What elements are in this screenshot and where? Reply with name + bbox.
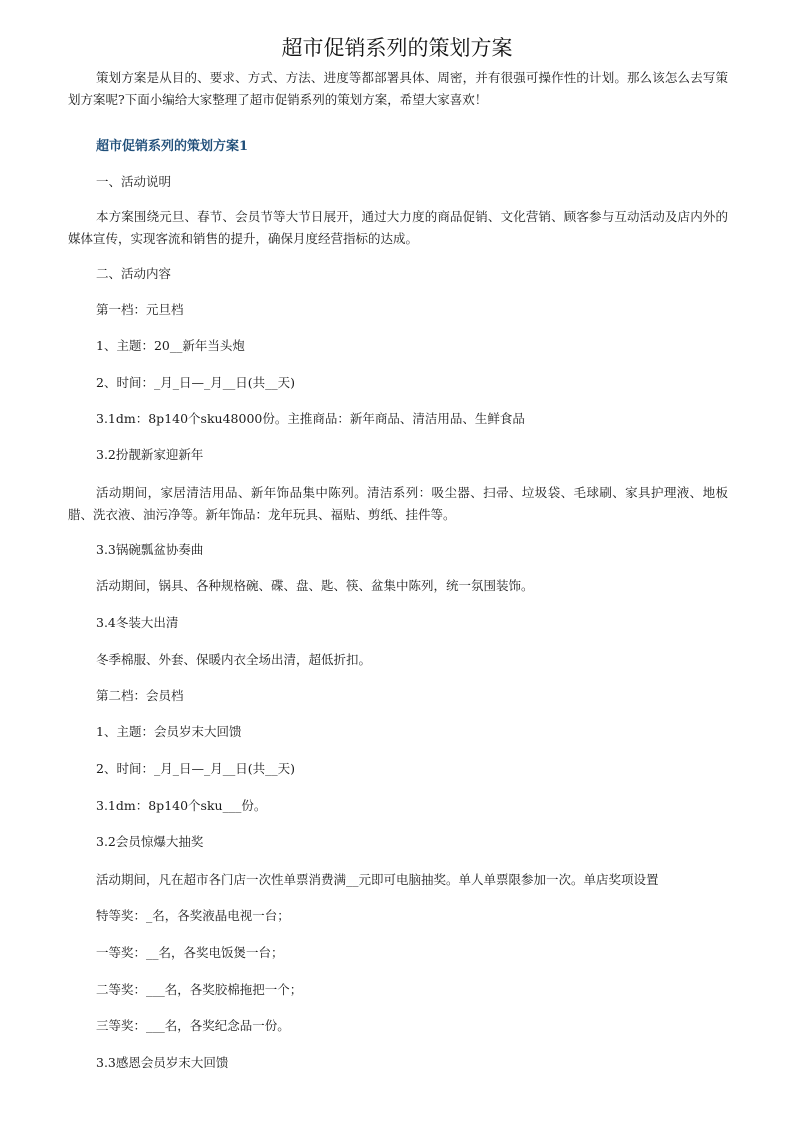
paragraph: 3.3锅碗瓢盆协奏曲 xyxy=(96,542,204,557)
paragraph: 第一档：元旦档 xyxy=(96,302,184,317)
paragraph: 一、活动说明 xyxy=(96,174,172,189)
paragraph: 三等奖：___名，各奖纪念品一份。 xyxy=(96,1018,290,1033)
section-heading: 超市促销系列的策划方案1 xyxy=(96,139,249,154)
paragraph: 二等奖：___名，各奖胶棉拖把一个； xyxy=(96,982,303,997)
paragraph: 活动期间，家居清洁用品、新年饰品集中陈列。清洁系列：吸尘器、扫帚、垃圾袋、毛球刷、家具护理液、地板腊、洗衣液、油污净等。新年饰品：龙年玩具、福贴、剪纸、挂件等。 xyxy=(68,485,728,522)
paragraph: 3.2会员惊爆大抽奖 xyxy=(96,834,204,849)
paragraph: 冬季棉服、外套、保暖内衣全场出清，超低折扣。 xyxy=(96,652,372,667)
paragraph: 3.1dm：8p140个sku___份。 xyxy=(96,798,267,813)
paragraph: 3.1dm：8p140个sku48000份。主推商品：新年商品、清洁用品、生鲜食品 xyxy=(96,411,525,426)
intro-paragraph: 策划方案是从目的、要求、方式、方法、进度等都部署具体、周密，并有很强可操作性的计划。那么该怎么去写策划方案呢?下面小编给大家整理了超市促销系列的策划方案，希望大家喜欢！ xyxy=(68,70,728,107)
paragraph: 1、主题：20__新年当头炮 xyxy=(96,338,245,353)
paragraph: 第二档：会员档 xyxy=(96,688,184,703)
paragraph: 特等奖：_名，各奖液晶电视一台； xyxy=(96,908,290,923)
paragraph: 2、时间：_月_日—_月__日(共__天) xyxy=(96,375,295,390)
paragraph: 一等奖：__名，各奖电饭煲一台； xyxy=(96,945,284,960)
paragraph: 1、主题：会员岁末大回馈 xyxy=(96,724,242,739)
paragraph: 3.4冬装大出清 xyxy=(96,615,179,630)
document-title: 超市促销系列的策划方案 xyxy=(281,36,513,60)
paragraph: 3.3感恩会员岁末大回馈 xyxy=(96,1055,229,1070)
paragraph: 本方案围绕元旦、春节、会员节等大节日展开，通过大力度的商品促销、文化营销、顾客参与互动活动及店内外的媒体宣传，实现客流和销售的提升，确保月度经营指标的达成。 xyxy=(68,209,728,246)
paragraph: 活动期间，锅具、各种规格碗、碟、盘、匙、筷、盆集中陈列，统一氛围装饰。 xyxy=(96,578,534,593)
paragraph: 二、活动内容 xyxy=(96,266,172,281)
paragraph: 活动期间，凡在超市各门店一次性单票消费满__元即可电脑抽奖。单人单票限参加一次。单店奖项设置 xyxy=(96,872,659,887)
paragraph: 3.2扮靓新家迎新年 xyxy=(96,447,204,462)
paragraph: 2、时间：_月_日—_月__日(共__天) xyxy=(96,761,295,776)
